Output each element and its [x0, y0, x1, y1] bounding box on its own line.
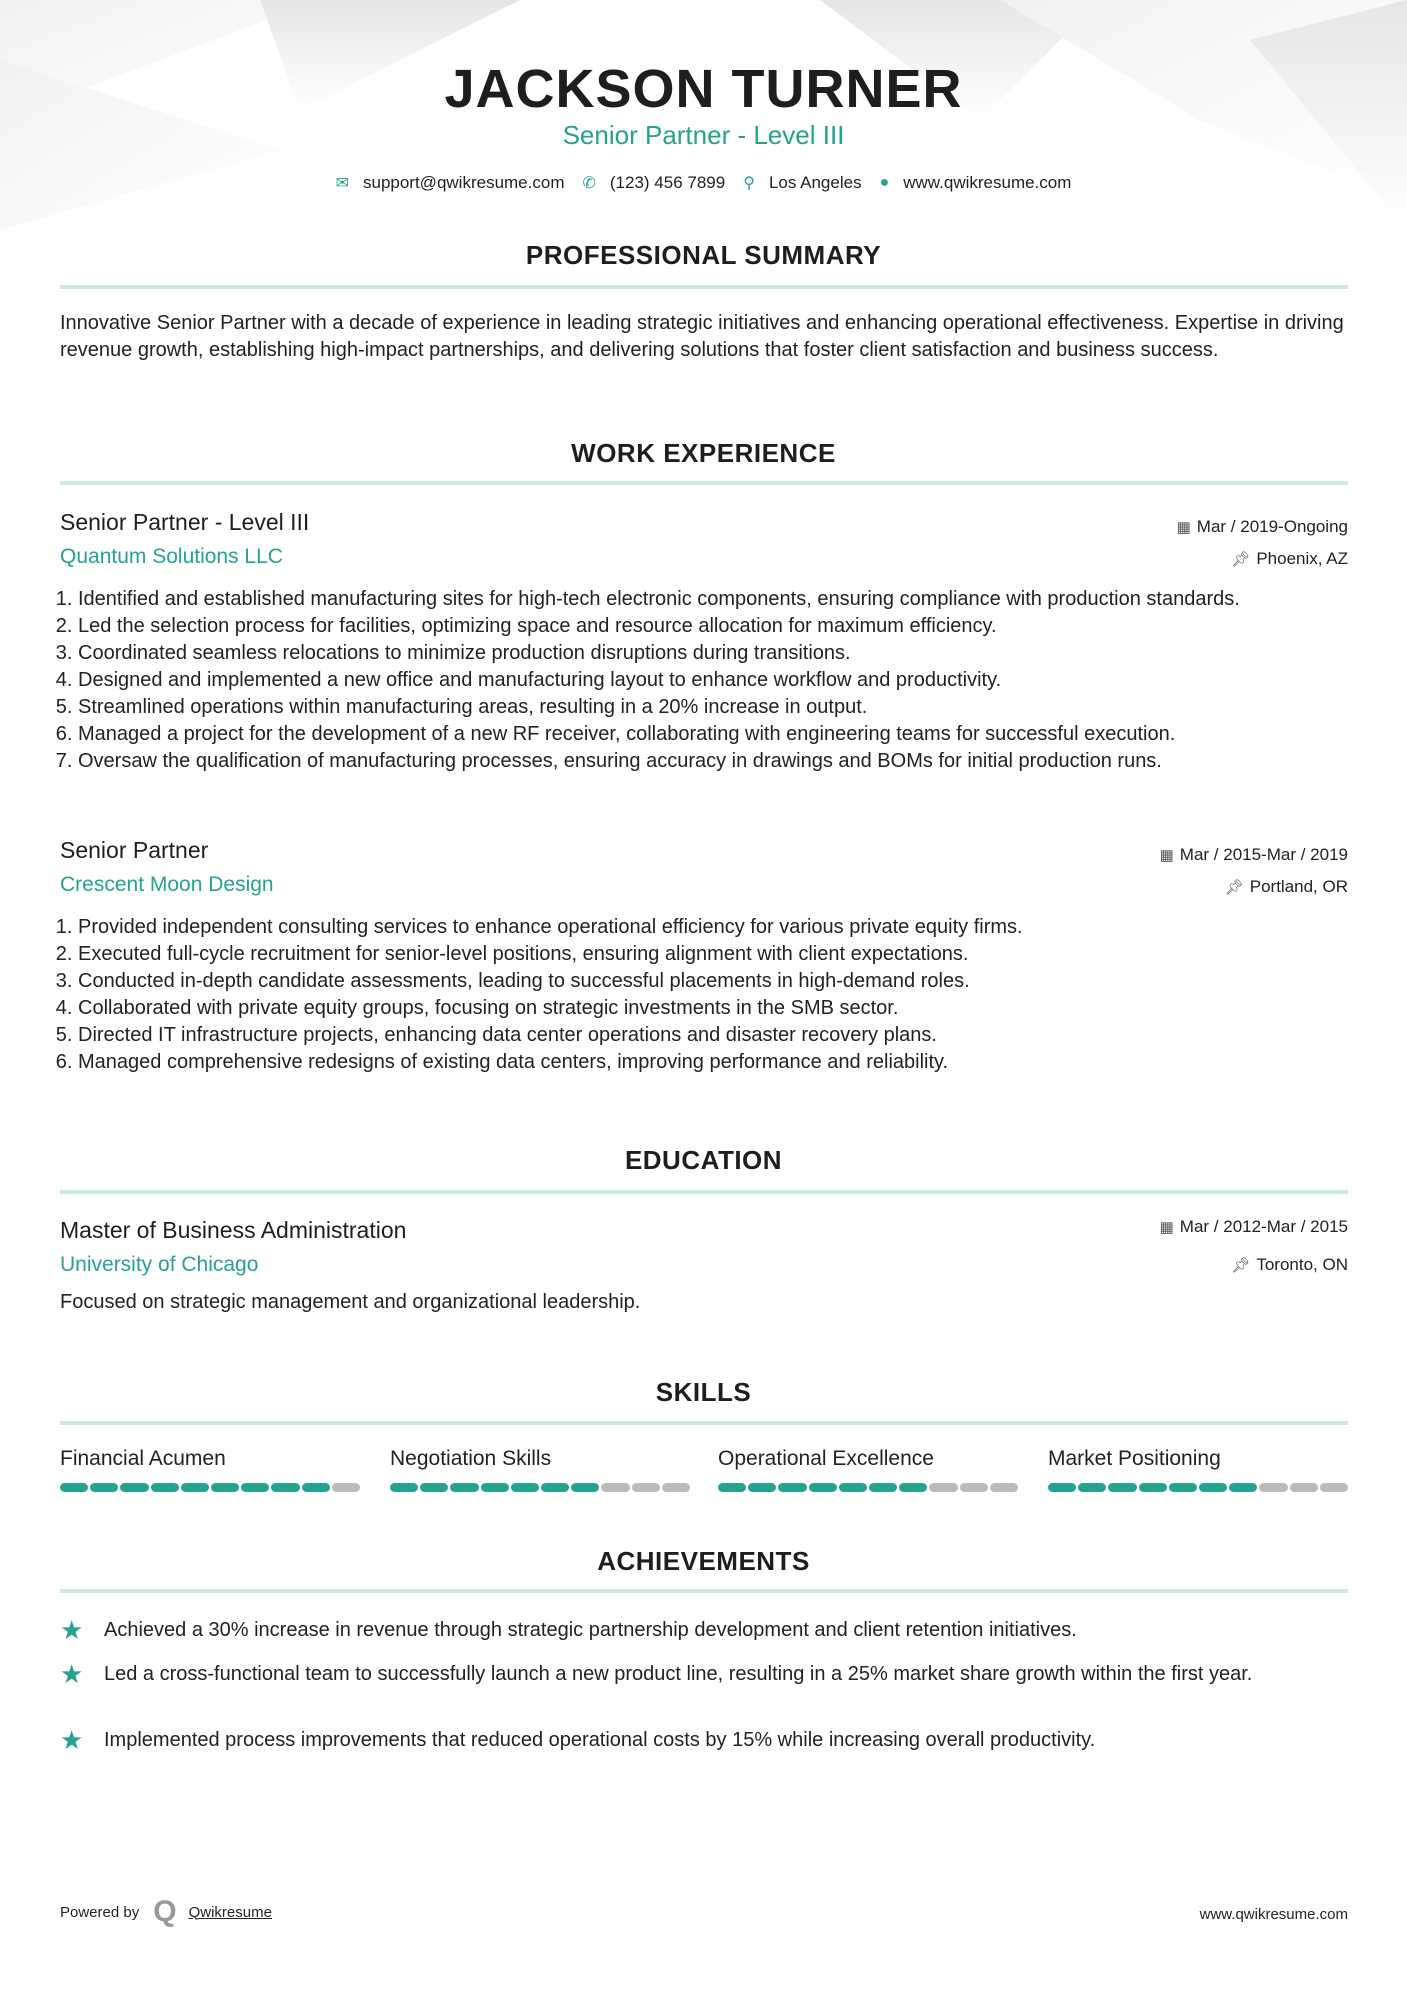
skill-dot-filled [1139, 1483, 1167, 1492]
job-dates [1177, 517, 1348, 537]
list-item: 4. Collaborated with private equity groups, focusing on strategic investments in the SMB sector. [78, 995, 1366, 1022]
contact-email[interactable]: support@qwikresume.com [362, 173, 565, 192]
education-location [1231, 1255, 1348, 1275]
skill-dot-filled [748, 1483, 776, 1492]
skill-dot-filled [151, 1483, 179, 1492]
skill-dot-filled [1078, 1483, 1106, 1492]
skill-dot-empty [1290, 1483, 1318, 1492]
contact-location: Los Angeles [768, 173, 862, 192]
skill-dot-filled [1108, 1483, 1136, 1492]
job-location-text: Portland, OR [1249, 877, 1348, 896]
skill-dot-empty [1320, 1483, 1348, 1492]
job-bullets [60, 914, 1366, 1076]
skill-name: Market Positioning [1048, 1447, 1221, 1470]
education-description: Focused on strategic management and organizational leadership. [60, 1291, 641, 1313]
skill-dot-filled [778, 1483, 806, 1492]
list-item: 5. Streamlined operations within manufacturing areas, resulting in a 20% increase in output. [78, 694, 1366, 721]
brand-link[interactable]: Qwikresume [188, 1903, 272, 1921]
skill-dot-filled [450, 1483, 478, 1492]
skill-dot-filled [571, 1483, 599, 1492]
skill-level-meter [718, 1483, 1018, 1492]
skill-dot-filled [90, 1483, 118, 1492]
section-heading-summary: PROFESSIONAL SUMMARY [525, 240, 882, 270]
skill-dot-filled [390, 1483, 418, 1492]
skill-dot-filled [899, 1483, 927, 1492]
list-item: 2. Executed full-cycle recruitment for senior-level positions, ensuring alignment with client expectations. [78, 941, 1366, 968]
skill-dot-empty [990, 1483, 1018, 1492]
achievement-item [60, 1727, 1348, 1754]
skill-dot-empty [960, 1483, 988, 1492]
skill-dot-empty [332, 1483, 360, 1492]
skill-level-meter [390, 1483, 690, 1492]
skill-dot-empty [1259, 1483, 1287, 1492]
skill-item [718, 1447, 1018, 1492]
education-location-text: Toronto, ON [1256, 1255, 1348, 1274]
skill-dot-filled [541, 1483, 569, 1492]
globe-icon: ● [879, 174, 890, 191]
contact-phone: (123) 456 7899 [609, 173, 726, 192]
section-heading-experience: WORK EXPERIENCE [571, 438, 836, 468]
list-item: 6. Managed a project for the development of a new RF receiver, collaborating with engineering teams for successful execution. [78, 721, 1366, 748]
list-item: 5. Directed IT infrastructure projects, enhancing data center operations and disaster recovery plans. [78, 1022, 1366, 1049]
list-item: 1. Identified and established manufacturing sites for high-tech electronic components, ensuring compliance with production standards. [78, 586, 1366, 613]
pin-icon: 📌︎ [1224, 879, 1244, 896]
list-item: 3. Conducted in-depth candidate assessments, leading to successful placements in high-demand roles. [78, 968, 1366, 995]
skill-dot-empty [662, 1483, 690, 1492]
phone-icon: ✆ [582, 175, 596, 192]
achievement-item [60, 1661, 1348, 1688]
calendar-icon: ▦ [1159, 1219, 1174, 1236]
skill-dot-empty [632, 1483, 660, 1492]
skill-item [1048, 1447, 1348, 1492]
candidate-title: Senior Partner - Level III [562, 120, 845, 150]
skill-dot-filled [1199, 1483, 1227, 1492]
degree: Master of Business Administration [60, 1217, 407, 1243]
skill-dot-filled [839, 1483, 867, 1492]
pin-icon: 📌︎ [1231, 1257, 1251, 1274]
job-dates [1160, 845, 1348, 865]
pin-icon: 📌︎ [1231, 551, 1251, 568]
skill-name: Negotiation Skills [390, 1447, 552, 1470]
education-dates-text: Mar / 2012-Mar / 2015 [1179, 1217, 1348, 1236]
star-icon: ★ [60, 1659, 84, 1689]
skill-dot-filled [511, 1483, 539, 1492]
skill-dot-filled [718, 1483, 746, 1492]
section-heading-education: EDUCATION [624, 1145, 783, 1175]
calendar-icon: ▦ [1176, 519, 1191, 536]
powered-by-label: Powered by [60, 1903, 140, 1921]
divider [60, 285, 1348, 289]
skill-dot-filled [1048, 1483, 1076, 1492]
skill-dot-filled [271, 1483, 299, 1492]
skill-dot-filled [809, 1483, 837, 1492]
skill-dot-filled [1229, 1483, 1257, 1492]
list-item: 3. Coordinated seamless relocations to minimize production disruptions during transitions. [78, 640, 1366, 667]
skill-level-meter [1048, 1483, 1348, 1492]
summary-text: Innovative Senior Partner with a decade of experience in leading strategic initiatives and enhancing operational effectiveness. Expertise in driving revenue growth, establishing high-impact partnerships, and delivering solutions that foster client satisfaction and business success. [60, 312, 1344, 361]
job-company: Crescent Moon Design [60, 873, 274, 896]
skill-dot-filled [481, 1483, 509, 1492]
skill-dot-filled [302, 1483, 330, 1492]
footer-website[interactable]: www.qwikresume.com [1199, 1906, 1348, 1923]
skill-dot-filled [420, 1483, 448, 1492]
skill-name: Operational Excellence [718, 1447, 934, 1470]
contact-bar [0, 173, 1407, 193]
email-icon: ✉ [335, 175, 349, 192]
job-dates-text: Mar / 2019-Ongoing [1196, 517, 1348, 536]
skill-level-meter [60, 1483, 360, 1492]
contact-website[interactable]: www.qwikresume.com [903, 173, 1072, 192]
skill-item [390, 1447, 690, 1492]
list-item: 6. Managed comprehensive redesigns of existing data centers, improving performance and reliability. [78, 1049, 1366, 1076]
achievement-text: Led a cross-functional team to successfully launch a new product line, resulting in a 25% market share growth within the first year. [104, 1663, 1253, 1685]
star-icon: ★ [60, 1615, 84, 1645]
footer-powered-by [60, 1895, 272, 1928]
section-heading-skills: SKILLS [655, 1377, 752, 1407]
skill-dot-empty [929, 1483, 957, 1492]
qwikresume-logo-icon: Q [153, 1895, 177, 1928]
skill-dot-filled [120, 1483, 148, 1492]
skill-dot-filled [869, 1483, 897, 1492]
list-item: 2. Led the selection process for facilities, optimizing space and resource allocation for maximum efficiency. [78, 613, 1366, 640]
skill-dot-filled [211, 1483, 239, 1492]
list-item: 7. Oversaw the qualification of manufacturing processes, ensuring accuracy in drawings and BOMs for initial production runs. [78, 748, 1366, 775]
job-dates-text: Mar / 2015-Mar / 2019 [1179, 845, 1348, 864]
candidate-name: JACKSON TURNER [444, 59, 963, 119]
job-title: Senior Partner - Level III [60, 509, 310, 535]
skill-name: Financial Acumen [60, 1447, 226, 1470]
divider [60, 1589, 1348, 1593]
achievement-item [60, 1617, 1348, 1644]
divider [60, 1190, 1348, 1194]
job-bullets [60, 586, 1366, 775]
location-pin-icon: ⚲ [743, 175, 755, 192]
job-title: Senior Partner [60, 837, 209, 863]
star-icon: ★ [60, 1725, 84, 1755]
achievement-text: Achieved a 30% increase in revenue through strategic partnership development and client retention initiatives. [104, 1619, 1077, 1641]
divider [60, 481, 1348, 485]
job-location [1231, 549, 1348, 569]
skill-dot-filled [60, 1483, 88, 1492]
calendar-icon: ▦ [1159, 847, 1174, 864]
achievement-text: Implemented process improvements that reduced operational costs by 15% while increasing overall productivity. [104, 1729, 1096, 1751]
job-company: Quantum Solutions LLC [60, 545, 283, 568]
school: University of Chicago [60, 1253, 259, 1276]
education-dates [1160, 1217, 1348, 1237]
section-heading-achievements: ACHIEVEMENTS [597, 1546, 810, 1576]
list-item: 4. Designed and implemented a new office and manufacturing layout to enhance workflow and productivity. [78, 667, 1366, 694]
job-location [1225, 877, 1348, 897]
divider [60, 1421, 1348, 1425]
skill-dot-filled [1169, 1483, 1197, 1492]
job-location-text: Phoenix, AZ [1256, 549, 1348, 568]
skill-dot-empty [601, 1483, 629, 1492]
list-item: 1. Provided independent consulting services to enhance operational efficiency for various private equity firms. [78, 914, 1366, 941]
skill-item [60, 1447, 360, 1492]
skill-dot-filled [241, 1483, 269, 1492]
skill-dot-filled [181, 1483, 209, 1492]
